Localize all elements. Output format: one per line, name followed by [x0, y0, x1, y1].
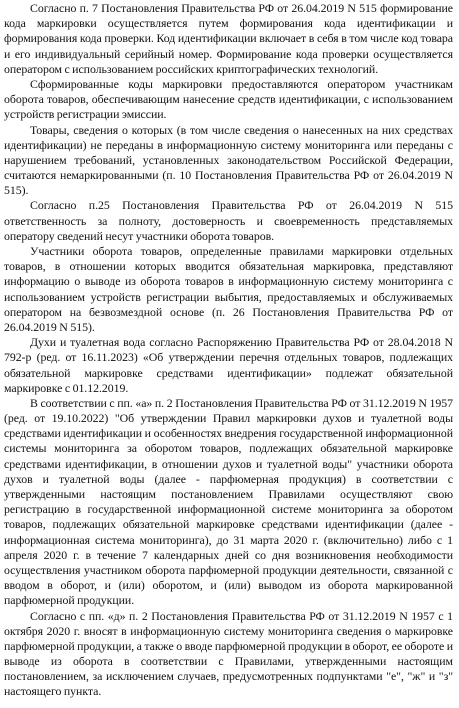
paragraph-6: Духи и туалетная вода согласно Распоряжению Правительства РФ от 28.04.2018 N 792-р (ред. от 16.11.2023) «Об утверждении перечня отдельных товаров, подлежащих обязательной маркировке средствами идентификации» подлежат обязательной маркировке с 01.12.2019.: [4, 335, 453, 395]
paragraph-4: Согласно п.25 Постановления Правительства РФ от 26.04.2019 N 515 ответственность за полноту, достоверность и своевременность представляемых оператору сведений несут участники оборота товаров.: [4, 198, 453, 243]
paragraph-1: Согласно п. 7 Постановления Правительства РФ от 26.04.2019 N 515 формирование кода маркировки осуществляется путем формирования кода идентификации и формирования кода проверки. Код идентификации включает в себя в том числе код товара и его индивидуальный серийный номер. Формирование кода проверки осуществляется оператором с использованием российских криптографических технологий.: [4, 1, 453, 76]
paragraph-8: Согласно с пп. «д» п. 2 Постановления Правительства РФ от 31.12.2019 N 1957 с 1 октября 2020 г. вносят в информационную систему мониторинга сведения о маркировке парфюмерной продукции, а также о вводе парфюмерной продукции в оборот, ее обороте и выводе из оборота в соответствии с Правилами, утвержденными настоящим постановлением, за исключением случаев, предусмотренных подпунктами "е", "ж" и "з" настоящего пункта.: [4, 608, 453, 699]
paragraph-5: Участники оборота товаров, определенные правилами маркировки отдельных товаров, в отношении которых вводится обязательная маркировка, представляют информацию о выводе из оборота товаров в информационную систему мониторинга с использованием устройств регистрации выбытия, предоставляемых и обслуживаемых оператором на безвозмездной основе (п. 26 Постановления Правительства РФ от 26.04.2019 N 515).: [4, 244, 453, 334]
paragraph-2: Сформированные коды маркировки предоставляются оператором участникам оборота товаров, обеспечивающим нанесение средств идентификации, с использованием устройств регистрации эмиссии.: [4, 76, 453, 122]
paragraph-7: В соответствии с пп. «а» п. 2 Постановления Правительства РФ от 31.12.2019 N 1957 (ред. от 19.10.2022) "Об утверждении Правил маркировки духов и туалетной воды средствами идентификации и особенностях внедрения государственной информационной системы мониторинга за оборотом товаров, подлежащих обязательной маркировке средствами идентификации, в отношении духов и туалетной воды" участники оборота духов и туалетной воды (далее - парфюмерная продукция) в соответствии с утвержденными настоящим постановлением Правилами осуществляют свою регистрацию в государственной информационной системе мониторинга за оборотом товаров, подлежащих обязательной маркировке средствами идентификации (далее - информационная система мониторинга), до 31 марта 2020 г. (включительно) либо с 1 апреля 2020 г. в течение 7 календарных дней со дня возникновения необходимости осуществления участником оборота парфюмерной продукции деятельности, связанной с вводом в оборот, и (или) оборотом, и (или) выводом из оборота маркированной парфюмерной продукции.: [4, 395, 453, 608]
paragraph-3: Товары, сведения о которых (в том числе сведения о нанесенных на них средствах идентификации) не переданы в информационную систему мониторинга или переданы с нарушением требований, установленных законодательством Российской Федерации, считаются немаркированными (п. 10 Постановления Правительства РФ от 26.04.2019 N 515).: [4, 122, 453, 198]
document-page: [4, 0, 453, 708]
